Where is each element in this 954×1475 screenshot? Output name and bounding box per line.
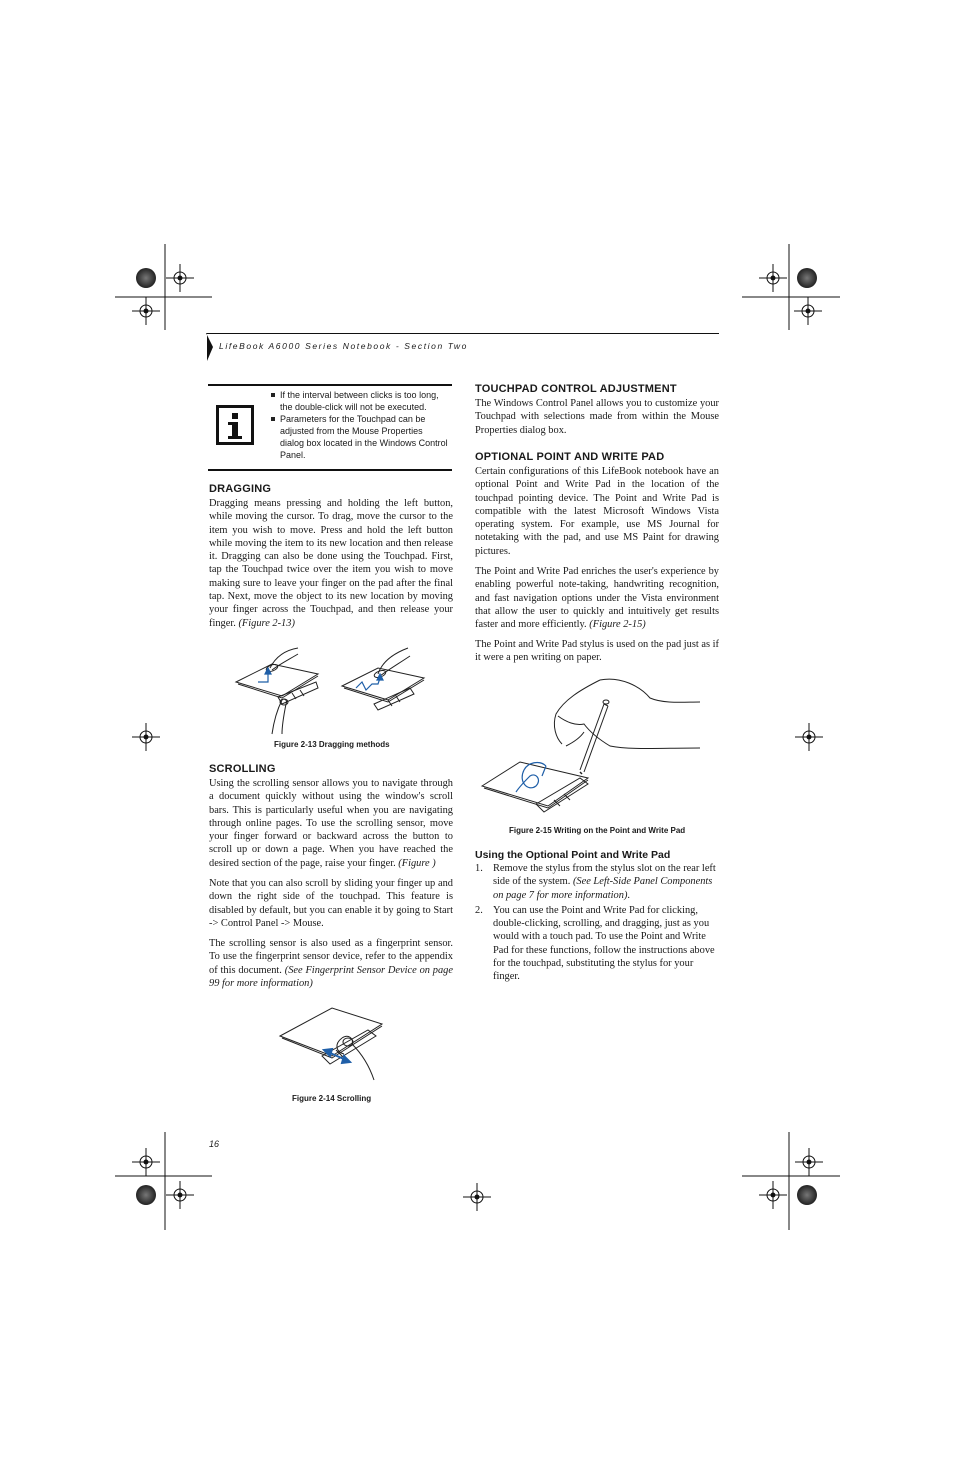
dragging-body: Dragging means pressing and holding the left button, while moving the cursor. To drag, move the cursor to the item you wish to move. Press and hold the left button while moving the item to its new location and then release it. Dragging can also be done using the Touchpad. First, tap the Touchpad twice over the item you wish to move making sure to leave your finger on the pad after the final tap. Next, move the object to its new location by moving your finger across the Touchpad, and then release your finger. (Figure 2-13) — [209, 498, 453, 629]
scrolling-paragraph-2: Note that you can also scroll by sliding your finger up and down the right side of the touchpad. This feature is disabled by default, but you can enable it by going to Start -> Control Panel -> Mouse. — [209, 878, 453, 929]
touchpad-adjustment-heading: TOUCHPAD CONTROL ADJUSTMENT — [475, 383, 677, 395]
color-disc-icon — [136, 268, 156, 288]
write-pad-paragraph-1: Certain configurations of this LifeBook notebook have an optional Point and Write Pad in the location of the touchpad pointing device. The Point and Write Pad is compatible with the latest Microsoft Windows Vista operating system. For example, use MS Journal for notetaking with the pad, and use MS Paint for drawing pictures. — [475, 466, 719, 557]
note-top-rule — [208, 384, 452, 386]
figure-scrolling — [272, 1004, 388, 1084]
dragging-heading: DRAGGING — [209, 483, 272, 495]
note-item: If the interval between clicks is too long, the double-click will not be executed. — [270, 389, 448, 413]
color-disc-icon — [136, 1185, 156, 1205]
using-pad-heading: Using the Optional Point and Write Pad — [475, 849, 671, 861]
list-item: 1. Remove the stylus from the stylus slot on the rear left side of the system. (See Left-Side Panel Components on page 7 for more information). — [475, 863, 716, 901]
color-disc-icon — [797, 268, 817, 288]
note-list — [270, 389, 448, 461]
scrolling-paragraph-3: The scrolling sensor is also used as a fingerprint sensor. To use the fingerprint sensor device, refer to the appendix of this document. (See Fingerprint Sensor Device on page 99 for more information) — [209, 938, 453, 989]
scrolling-heading: SCROLLING — [209, 763, 276, 775]
write-pad-heading: OPTIONAL POINT AND WRITE PAD — [475, 451, 665, 463]
note-item: Parameters for the Touchpad can be adjusted from the Mouse Properties dialog box located in the Windows Control Panel. — [270, 413, 448, 461]
color-disc-icon — [797, 1185, 817, 1205]
header-corner-mark — [206, 333, 216, 363]
write-pad-paragraph-2: The Point and Write Pad enriches the user's experience by enabling powerful note-taking, handwriting recognition, and fast navigation options under the Vista environment that allow the user to quickly and intuitively get results faster and more efficiently. (Figure 2-15) — [475, 566, 719, 631]
figure-writing-on-pad — [480, 676, 702, 814]
write-pad-paragraph-3: The Point and Write Pad stylus is used on the pad just as if it were a pen writing on paper. — [475, 639, 719, 664]
touchpad-adjustment-body: The Windows Control Panel allows you to customize your Touchpad with selections made from within the Mouse Properties dialog box. — [475, 398, 719, 436]
figure-2-13-caption: Figure 2-13 Dragging methods — [274, 740, 390, 749]
figure-2-14-caption: Figure 2-14 Scrolling — [292, 1094, 372, 1103]
note-bottom-rule — [208, 469, 452, 471]
running-title: LifeBook A6000 Series Notebook - Section Two — [219, 341, 468, 351]
list-item: 2. You can use the Point and Write Pad for clicking, double-clicking, scrolling, and dragging, just as you would with a touch pad. To use the Point and Write Pad for these functions, follow the instructions above for the touchpad, substituting the stylus for your finger. — [475, 904, 715, 983]
scrolling-paragraph-1: Using the scrolling sensor allows you to navigate through a document quickly without using the window's scroll bars. This is particularly useful when you are navigating through online pages. To use the scrolling sensor, move your finger forward or backward across the button to scroll up or down a page. When you have reached the desired section of the page, raise your finger. (Figure ) — [209, 778, 453, 869]
header-rule — [207, 333, 719, 334]
figure-dragging-methods — [232, 644, 428, 736]
info-icon — [216, 405, 254, 445]
using-pad-steps — [475, 862, 719, 986]
figure-2-15-caption: Figure 2-15 Writing on the Point and Write Pad — [509, 826, 686, 835]
page-number: 16 — [209, 1139, 220, 1149]
